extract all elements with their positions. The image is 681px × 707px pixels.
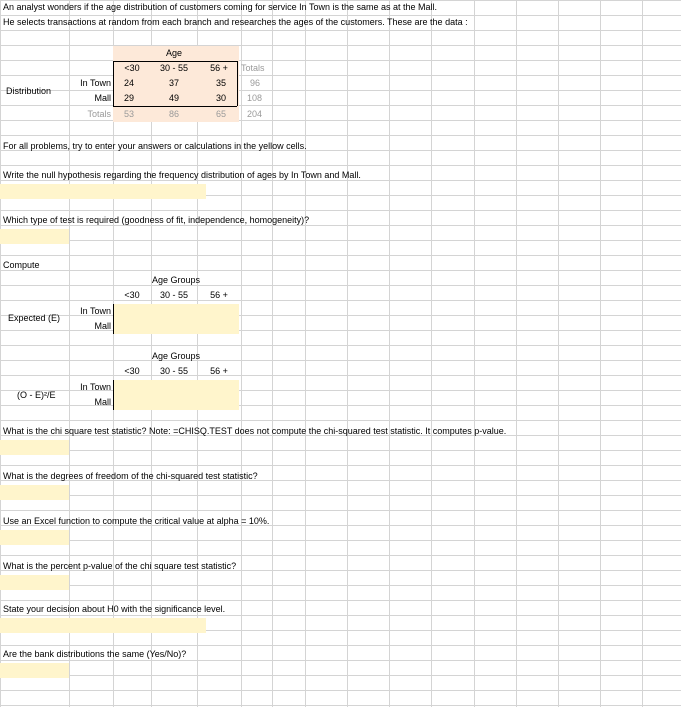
mall-total: 108 <box>247 93 263 103</box>
expected-col-56plus: 56 + <box>210 290 228 300</box>
chi-col-56plus: 56 + <box>210 366 228 376</box>
chi-mall-label: Mall <box>94 397 111 407</box>
chi-intown-lt30-input[interactable] <box>115 381 151 394</box>
intro-line-1: An analyst wonders if the age distribution of customers coming for service In Town is the same as at the Mall. <box>3 2 438 12</box>
gridline-horizontal <box>0 270 681 271</box>
total-56plus: 65 <box>216 109 227 119</box>
gridline-horizontal <box>0 465 681 466</box>
gridline-horizontal <box>0 30 681 31</box>
expected-mall-30-55-input[interactable] <box>155 320 195 333</box>
gridline-horizontal <box>0 165 681 166</box>
df-question: What is the degrees of freedom of the chi-squared test statistic? <box>3 471 258 481</box>
gridline-horizontal <box>0 45 681 46</box>
totals-header: Totals <box>241 63 265 73</box>
critical-value-input[interactable] <box>2 531 66 544</box>
expected-intown-56plus-input[interactable] <box>198 305 236 318</box>
expected-table-border <box>113 304 114 334</box>
gridline-horizontal <box>0 600 681 601</box>
gridline-horizontal <box>0 360 681 361</box>
col-lt30: <30 <box>124 63 140 73</box>
expected-age-groups-header: Age Groups <box>151 275 201 285</box>
chi-mall-lt30-input[interactable] <box>115 396 151 409</box>
row-label-intown: In Town <box>80 78 111 88</box>
mall-lt30: 29 <box>124 93 135 103</box>
chi-intown-56plus-input[interactable] <box>198 381 236 394</box>
gridline-horizontal <box>0 240 681 241</box>
gridline-horizontal <box>0 690 681 691</box>
chi-stat-question: What is the chi square test statistic? Note: =CHISQ.TEST does not compute the chi-squared test statistic. It computes p-value. <box>3 426 507 436</box>
critical-value-question: Use an Excel function to compute the critical value at alpha = 10%. <box>3 516 270 526</box>
gridline-horizontal <box>0 585 681 586</box>
expected-intown-30-55-input[interactable] <box>155 305 195 318</box>
mall-56plus: 30 <box>216 93 227 103</box>
gridline-horizontal <box>0 450 681 451</box>
expected-mall-label: Mall <box>94 321 111 331</box>
expected-col-30-55: 30 - 55 <box>159 290 189 300</box>
age-header: Age <box>165 48 182 58</box>
grand-total: 204 <box>247 109 263 119</box>
instructions-text: For all problems, try to enter your answers or calculations in the yellow cells. <box>3 141 307 151</box>
gridline-horizontal <box>0 135 681 136</box>
intro-line-2: He selects transactions at random from each branch and researches the ages of the customers. These are the data : <box>3 17 468 27</box>
gridline-horizontal <box>0 345 681 346</box>
distribution-label: Distribution <box>6 86 52 96</box>
gridline-horizontal <box>0 645 681 646</box>
null-hypothesis-question: Write the null hypothesis regarding the frequency distribution of ages by In Town and Mall. <box>3 170 361 180</box>
gridline-horizontal <box>0 300 681 301</box>
gridline-horizontal <box>0 375 681 376</box>
null-hypothesis-input[interactable] <box>2 185 202 198</box>
gridline-horizontal <box>0 255 681 256</box>
decision-input[interactable] <box>2 619 202 632</box>
gridline-horizontal <box>0 555 681 556</box>
gridline-horizontal <box>0 675 681 676</box>
same-input[interactable] <box>2 664 66 677</box>
gridline-horizontal <box>0 285 681 286</box>
gridline-horizontal <box>0 705 681 706</box>
p-value-question: What is the percent p-value of the chi square test statistic? <box>3 561 237 571</box>
gridline-horizontal <box>0 420 681 421</box>
chi-stat-input[interactable] <box>2 441 66 454</box>
total-lt30: 53 <box>124 109 135 119</box>
totals-row-label: Totals <box>87 109 111 119</box>
gridline-horizontal <box>0 210 681 211</box>
gridline-horizontal <box>0 510 681 511</box>
gridline-horizontal <box>0 60 681 61</box>
test-type-question: Which type of test is required (goodness of fit, independence, homogeneity)? <box>3 215 310 225</box>
intown-lt30: 24 <box>124 78 135 88</box>
expected-col-lt30: <30 <box>124 290 140 300</box>
gridline-horizontal <box>0 540 681 541</box>
total-30-55: 86 <box>168 109 179 119</box>
p-value-input[interactable] <box>2 576 66 589</box>
chi-mall-56plus-input[interactable] <box>198 396 236 409</box>
intown-56plus: 35 <box>216 78 227 88</box>
chi-table-border <box>113 380 114 410</box>
decision-question: State your decision about H0 with the significance level. <box>3 604 226 614</box>
chi-age-groups-header: Age Groups <box>151 351 201 361</box>
gridline-horizontal <box>0 495 681 496</box>
df-input[interactable] <box>2 486 66 499</box>
chi-row-label: (O - E)²/E <box>17 390 56 400</box>
expected-intown-label: In Town <box>80 306 111 316</box>
compute-label: Compute <box>3 260 40 270</box>
row-label-mall: Mall <box>94 93 111 103</box>
same-question: Are the bank distributions the same (Yes/No)? <box>3 649 187 659</box>
expected-mall-56plus-input[interactable] <box>198 320 236 333</box>
expected-intown-lt30-input[interactable] <box>115 305 151 318</box>
chi-intown-label: In Town <box>80 382 111 392</box>
chi-mall-30-55-input[interactable] <box>155 396 195 409</box>
intown-total: 96 <box>250 78 261 88</box>
chi-col-lt30: <30 <box>124 366 140 376</box>
expected-mall-lt30-input[interactable] <box>115 320 151 333</box>
mall-30-55: 49 <box>168 93 179 103</box>
col-30-55: 30 - 55 <box>159 63 189 73</box>
col-56plus: 56 + <box>210 63 228 73</box>
test-type-input[interactable] <box>2 230 66 243</box>
expected-row-label: Expected (E) <box>8 313 61 323</box>
chi-intown-30-55-input[interactable] <box>155 381 195 394</box>
chi-col-30-55: 30 - 55 <box>159 366 189 376</box>
intown-30-55: 37 <box>168 78 179 88</box>
